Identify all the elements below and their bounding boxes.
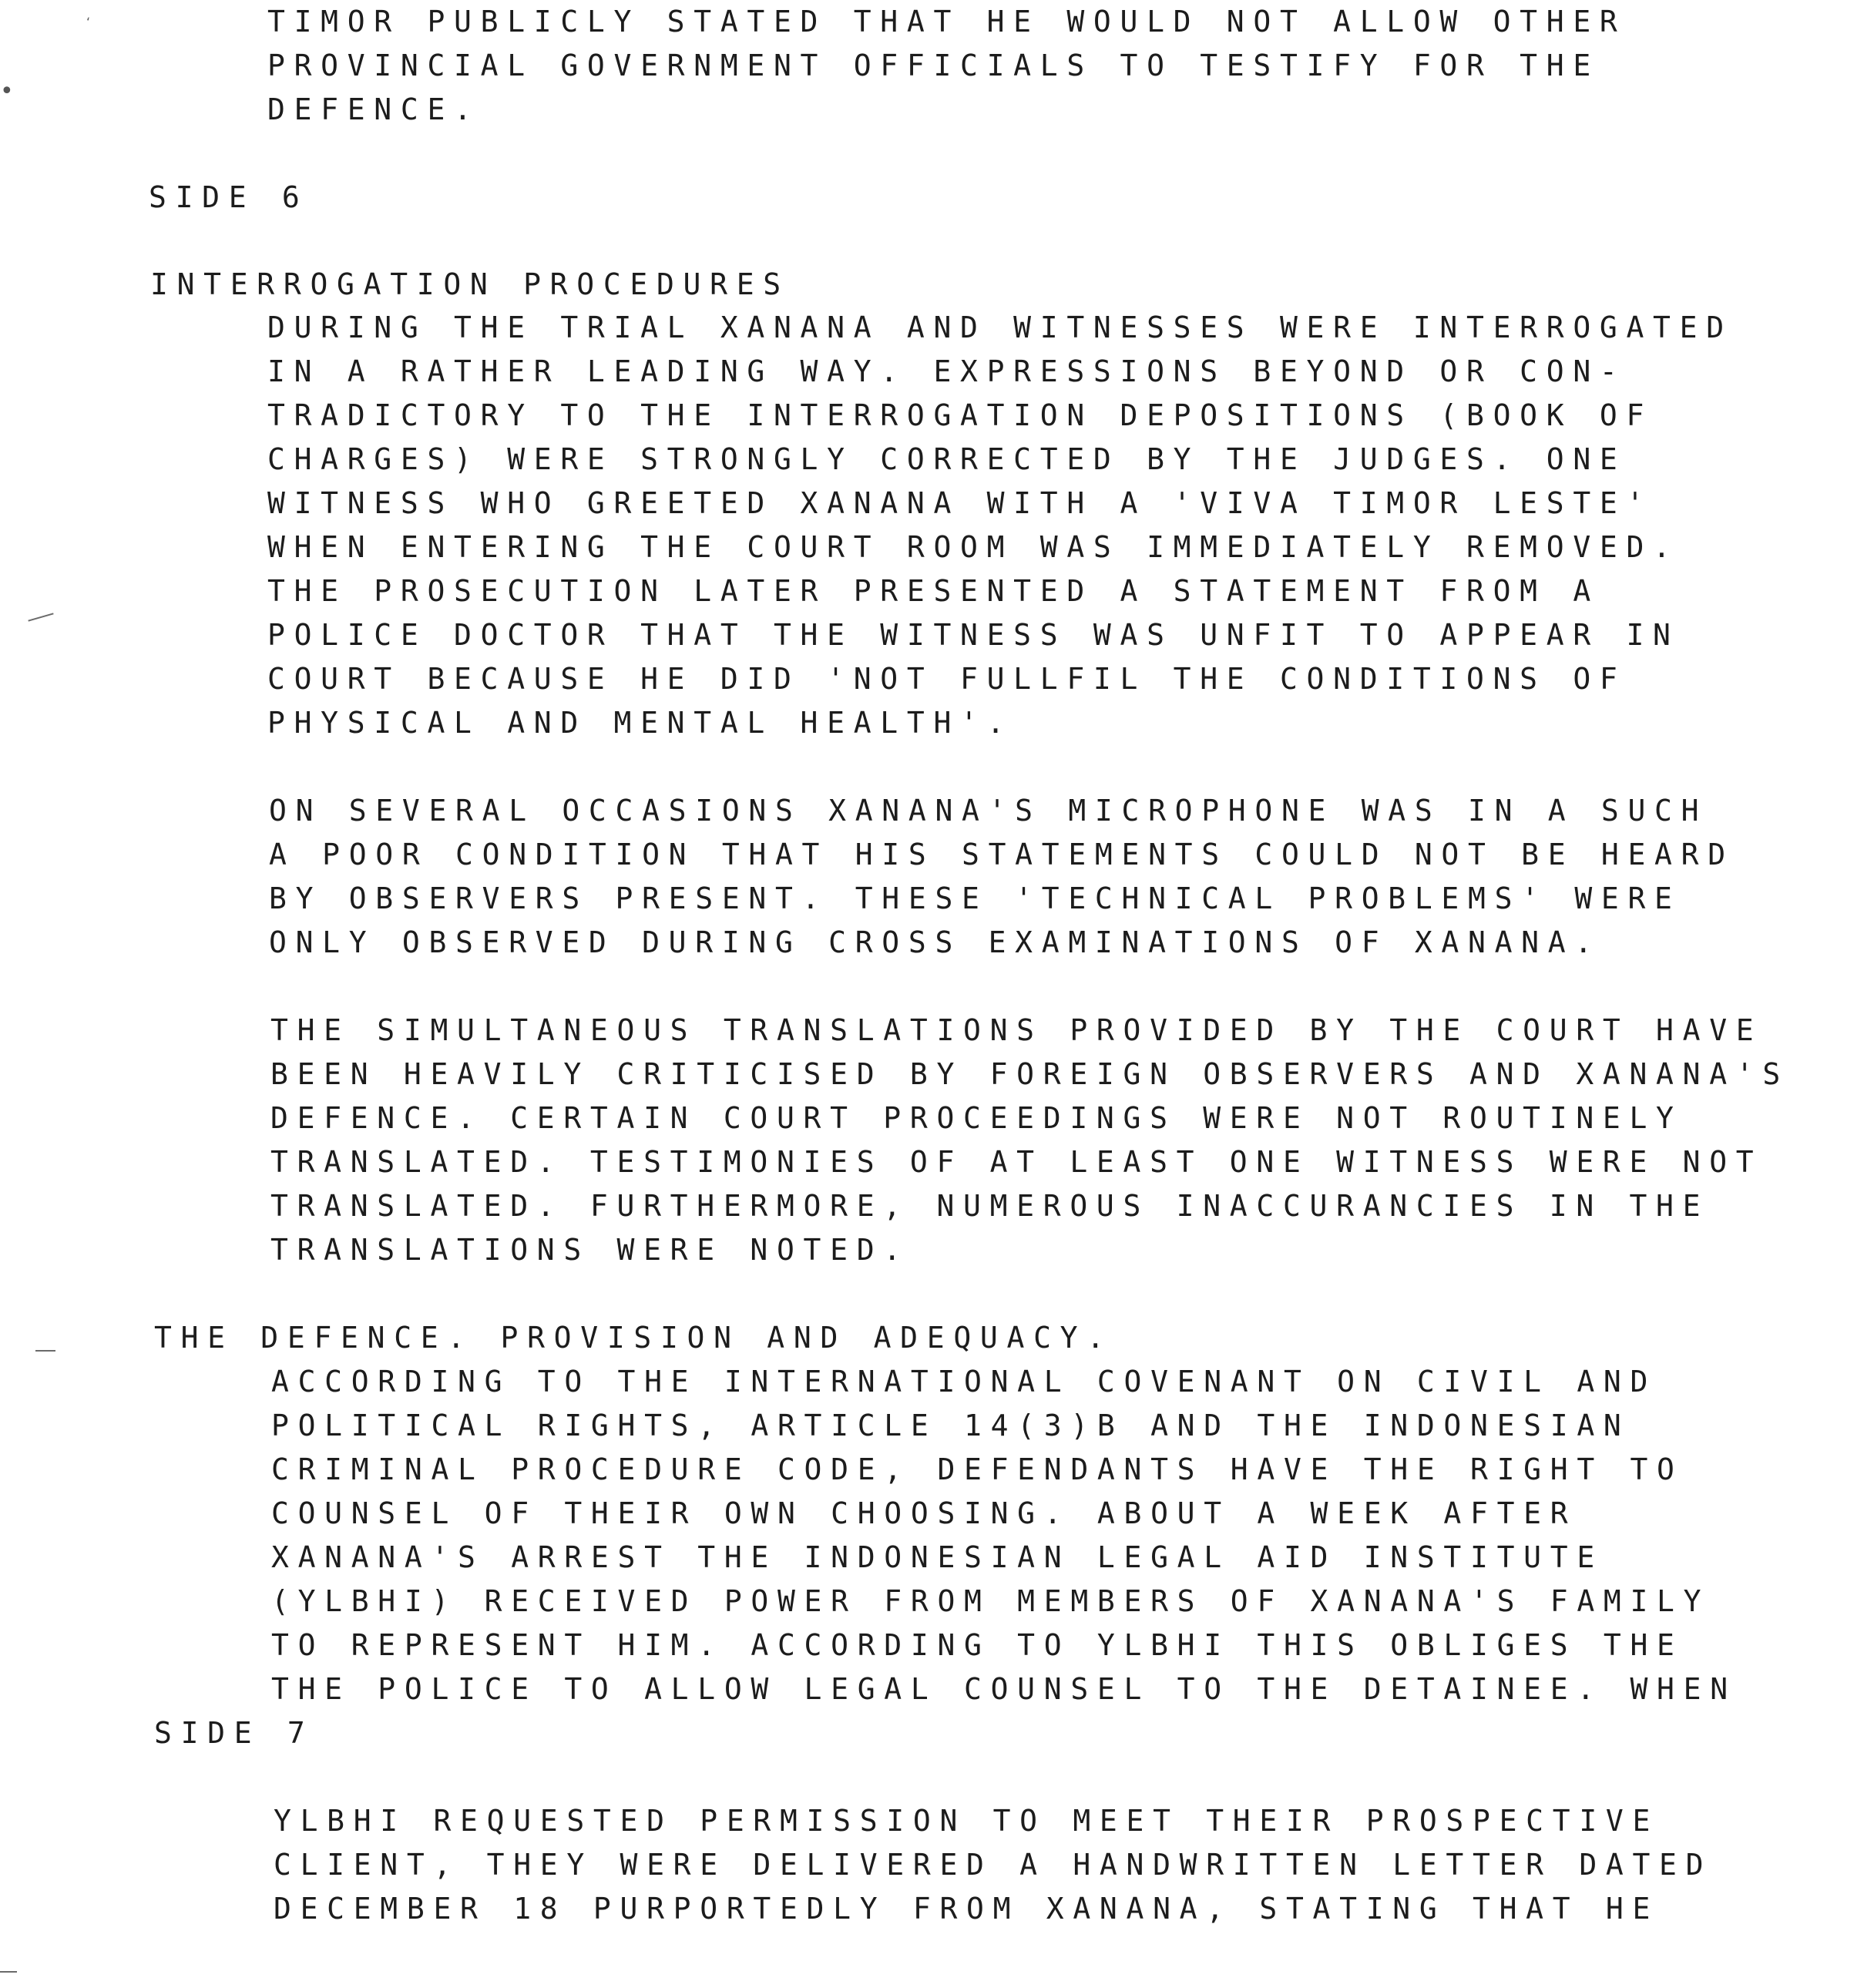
text-line: PROVINCIAL GOVERNMENT OFFICIALS TO TESTIFY FOR THE [267,49,1600,82]
text-line: THE SIMULTANEOUS TRANSLATIONS PROVIDED BY THE COURT HAVE [270,1013,1763,1047]
text-line: XANANA'S ARREST THE INDONESIAN LEGAL AID INSTITUTE [271,1540,1604,1574]
margin-dash-mark [28,613,53,621]
text-line: BEEN HEAVILY CRITICISED BY FOREIGN OBSERVERS AND XANANA'S [270,1057,1789,1091]
text-line: DECEMBER 18 PURPORTEDLY FROM XANANA, STATING THAT HE [274,1892,1660,1926]
page-side-marker: SIDE 6 [149,180,309,214]
text-line: TO REPRESENT HIM. ACCORDING TO YLBHI THIS OBLIGES THE [271,1628,1684,1662]
section-heading: THE DEFENCE. PROVISION AND ADEQUACY. [154,1321,1113,1355]
text-line: TRADICTORY TO THE INTERROGATION DEPOSITIONS (BOOK OF [267,398,1654,432]
text-line: COURT BECAUSE HE DID 'NOT FULLFIL THE CONDITIONS OF [267,662,1627,696]
page-side-marker: SIDE 7 [154,1716,314,1750]
text-line: A POOR CONDITION THAT HIS STATEMENTS COULD NOT BE HEARD [269,838,1735,871]
text-line: POLICE DOCTOR THAT THE WITNESS WAS UNFIT TO APPEAR IN [267,618,1680,652]
scan-dot-mark: • [0,78,14,105]
text-line: CLIENT, THEY WERE DELIVERED A HANDWRITTEN LETTER DATED [274,1848,1713,1882]
text-line: DEFENCE. [267,92,481,126]
text-line: CHARGES) WERE STRONGLY CORRECTED BY THE JUDGES. ONE [267,442,1627,476]
text-line: (YLBHI) RECEIVED POWER FROM MEMBERS OF XANANA'S FAMILY [271,1584,1711,1618]
text-line: POLITICAL RIGHTS, ARTICLE 14(3)B AND THE INDONESIAN [271,1409,1631,1442]
text-line: TRANSLATED. FURTHERMORE, NUMEROUS INACCURANCIES IN THE [270,1189,1710,1223]
text-line: DURING THE TRIAL XANANA AND WITNESSES WERE INTERROGATED [267,311,1733,344]
text-line: ON SEVERAL OCCASIONS XANANA'S MICROPHONE WAS IN A SUCH [269,794,1708,828]
text-line: CRIMINAL PROCEDURE CODE, DEFENDANTS HAVE THE RIGHT TO [271,1452,1684,1486]
text-line: TRANSLATIONS WERE NOTED. [270,1233,910,1267]
text-line: WHEN ENTERING THE COURT ROOM WAS IMMEDIATELY REMOVED. [267,530,1680,564]
text-line: PHYSICAL AND MENTAL HEALTH'. [267,706,1014,740]
text-line: COUNSEL OF THEIR OWN CHOOSING. ABOUT A WEEK AFTER [271,1496,1577,1530]
margin-dash-mark [0,1971,17,1973]
text-line: YLBHI REQUESTED PERMISSION TO MEET THEIR PROSPECTIVE [274,1804,1660,1838]
text-line: TRANSLATED. TESTIMONIES OF AT LEAST ONE WITNESS WERE NOT [270,1145,1763,1179]
text-line: THE POLICE TO ALLOW LEGAL COUNSEL TO THE DETAINEE. WHEN [271,1672,1737,1706]
scan-speck-mark: ‘ [86,15,91,29]
text-line: ONLY OBSERVED DURING CROSS EXAMINATIONS OF XANANA. [269,925,1601,959]
section-heading: INTERROGATION PROCEDURES [150,267,790,301]
text-line: BY OBSERVERS PRESENT. THESE 'TECHNICAL PROBLEMS' WERE [269,882,1681,915]
text-line: WITNESS WHO GREETED XANANA WITH A 'VIVA TIMOR LESTE' [267,486,1654,520]
text-line: THE PROSECUTION LATER PRESENTED A STATEMENT FROM A [267,574,1600,608]
margin-dash-mark [35,1350,55,1352]
text-line: TIMOR PUBLICLY STATED THAT HE WOULD NOT ALLOW OTHER [267,5,1627,39]
text-line: DEFENCE. CERTAIN COURT PROCEEDINGS WERE NOT ROUTINELY [270,1101,1683,1135]
text-line: ACCORDING TO THE INTERNATIONAL COVENANT ON CIVIL AND [271,1365,1657,1399]
text-line: IN A RATHER LEADING WAY. EXPRESSIONS BEYOND OR CON- [267,354,1627,388]
